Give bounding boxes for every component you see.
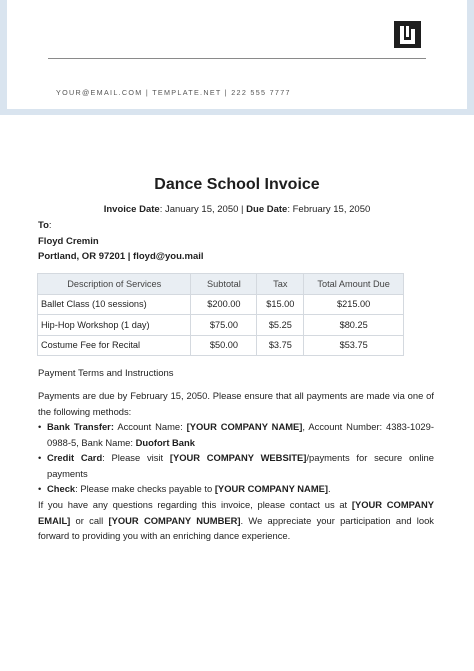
check-end: . bbox=[328, 483, 331, 495]
table-cell: $50.00 bbox=[191, 335, 257, 356]
column-header: Subtotal bbox=[191, 274, 257, 295]
table-cell: $53.75 bbox=[304, 335, 404, 356]
payment-terms-title: Payment Terms and Instructions bbox=[38, 368, 174, 379]
invoice-date-label: Invoice Date bbox=[103, 204, 160, 215]
table-cell: $200.00 bbox=[191, 294, 257, 315]
table-cell: Hip-Hop Workshop (1 day) bbox=[38, 315, 191, 336]
services-table bbox=[37, 273, 404, 356]
column-header: Tax bbox=[257, 274, 304, 295]
table-cell: Ballet Class (10 sessions) bbox=[38, 294, 191, 315]
closing-text: If you have any questions regarding this invoice, please contact us at bbox=[38, 499, 352, 510]
table-header-row bbox=[38, 274, 404, 295]
list-item bbox=[38, 450, 434, 481]
table-row bbox=[38, 335, 404, 356]
bullet-icon: • bbox=[38, 483, 42, 495]
table-cell: $80.25 bbox=[304, 315, 404, 336]
list-item bbox=[38, 419, 434, 450]
due-date-value: February 15, 2050 bbox=[292, 204, 371, 215]
payment-intro: Payments are due by February 15, 2050. Please ensure that all payments are made via one of the following methods: bbox=[38, 390, 434, 417]
bank-company: [YOUR COMPANY NAME] bbox=[186, 421, 303, 432]
bullet-icon: • bbox=[38, 421, 42, 432]
due-date-label: Due Date bbox=[246, 204, 288, 215]
check-company: [YOUR COMPANY NAME] bbox=[214, 483, 329, 495]
bullet-icon: • bbox=[38, 452, 42, 464]
bank-name: Duofort Bank bbox=[135, 436, 195, 448]
contact-info: YOUR@EMAIL.COM | TEMPLATE.NET | 222 555 7777 bbox=[56, 88, 291, 97]
bank-transfer-label: Bank Transfer: bbox=[47, 421, 114, 432]
credit-card-label: Credit Card bbox=[47, 452, 103, 464]
column-header: Total Amount Due bbox=[304, 274, 404, 295]
closing-email: [YOUR COMPANY EMAIL] bbox=[38, 499, 434, 526]
to-label: To bbox=[38, 220, 49, 231]
to-line: To: bbox=[38, 220, 52, 231]
client-name: Floyd Cremin bbox=[38, 236, 99, 247]
closing-text-3: . We appreciate your participation and look forward to providing you with an enriching dance experience. bbox=[38, 514, 434, 542]
company-logo-icon bbox=[394, 21, 421, 48]
payment-methods-list bbox=[38, 419, 434, 497]
table-cell: $5.25 bbox=[257, 315, 304, 336]
closing-paragraph bbox=[38, 497, 434, 544]
closing-number: [YOUR COMPANY NUMBER] bbox=[108, 514, 241, 526]
table-cell: $75.00 bbox=[191, 315, 257, 336]
card-text: : Please visit bbox=[102, 452, 170, 464]
card-website: [YOUR COMPANY WEBSITE] bbox=[169, 452, 307, 464]
table-row bbox=[38, 315, 404, 336]
table-cell: $215.00 bbox=[304, 294, 404, 315]
bank-text: Account Name: bbox=[113, 421, 187, 432]
closing-text-2: or call bbox=[70, 514, 109, 526]
header-divider bbox=[48, 58, 426, 59]
card-text-end: /payments for secure online payments bbox=[47, 452, 434, 479]
invoice-title: Dance School Invoice bbox=[154, 176, 320, 193]
table-cell: $3.75 bbox=[257, 335, 304, 356]
column-header: Description of Services bbox=[38, 274, 191, 295]
bank-account-text: , Account Number: 4383-1029-0988-5, Bank Name: bbox=[47, 421, 434, 448]
invoice-date-value: January 15, 2050 bbox=[164, 204, 239, 215]
table-cell: Costume Fee for Recital bbox=[38, 335, 191, 356]
table-cell: $15.00 bbox=[257, 294, 304, 315]
check-label: Check bbox=[47, 483, 76, 495]
list-item bbox=[38, 481, 434, 497]
table-row bbox=[38, 294, 404, 315]
check-text: : Please make checks payable to bbox=[75, 483, 215, 495]
invoice-dates: Invoice Date: January 15, 2050 | Due Date: February 15, 2050 bbox=[103, 204, 371, 215]
client-address: Portland, OR 97201 | floyd@you.mail bbox=[38, 251, 204, 262]
